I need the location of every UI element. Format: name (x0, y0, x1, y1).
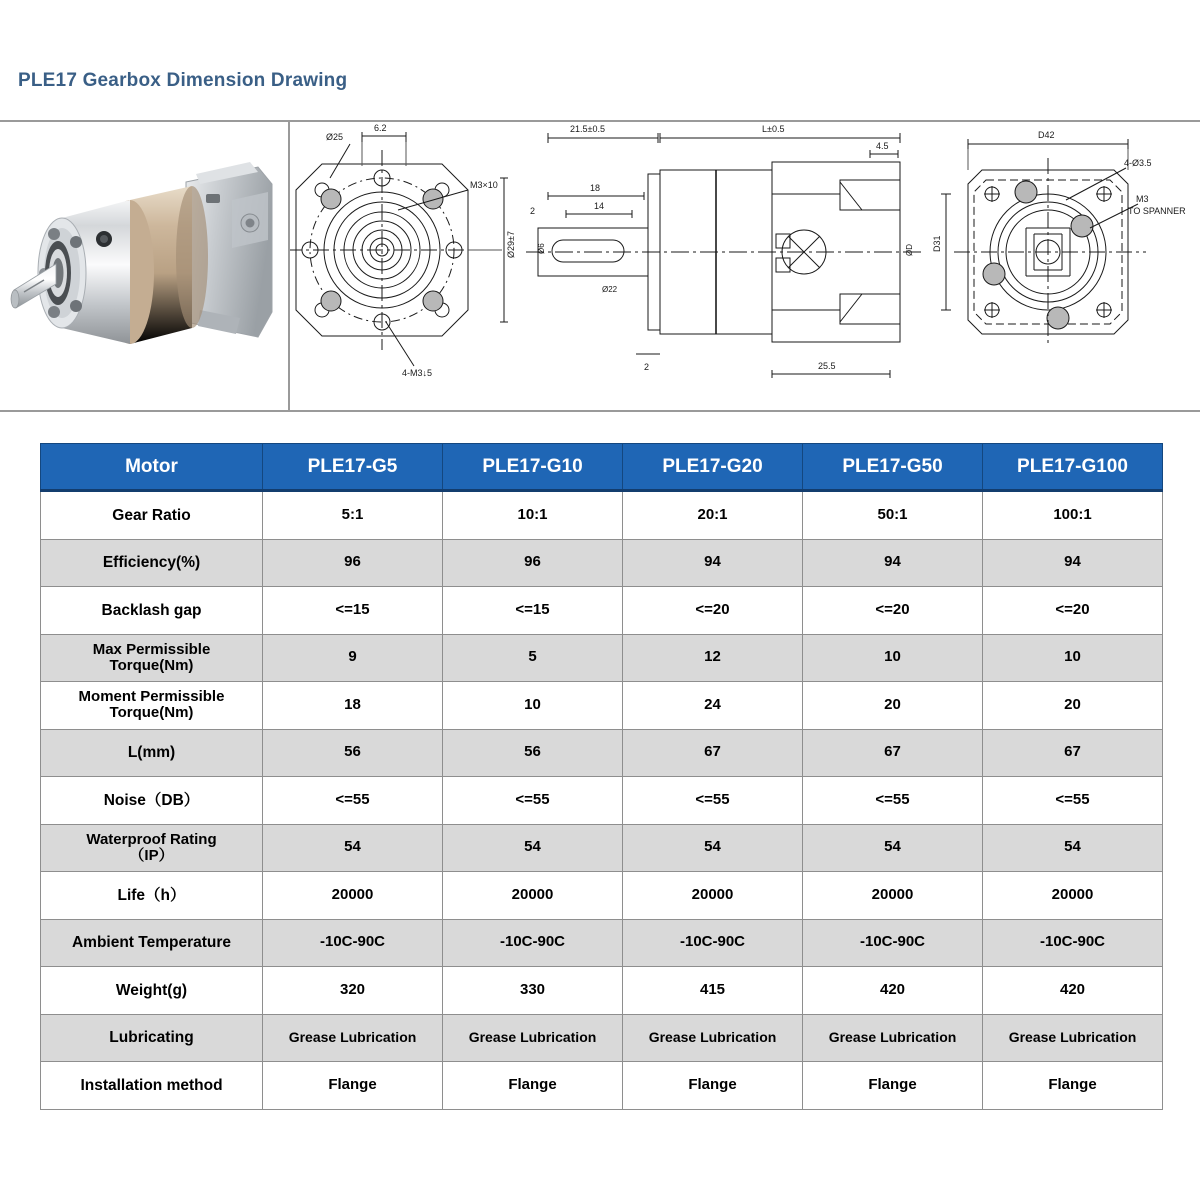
cell-max-permissible-torquenm-ple17-g10: 5 (443, 634, 623, 682)
cell-waterproof-rating-ip-ple17-g5: 54 (263, 824, 443, 872)
cell-gear-ratio-ple17-g50: 50:1 (803, 491, 983, 540)
row-label-moment-permissible-torquenm: Moment Permissible Torque(Nm) (41, 682, 263, 730)
table-body (41, 491, 1163, 1110)
cell-efficiency-ple17-g10: 96 (443, 539, 623, 587)
technical-drawing-cell (290, 122, 1200, 410)
cell-weightg-ple17-g100: 420 (983, 967, 1163, 1015)
cell-noisedb-ple17-g10: <=55 (443, 777, 623, 825)
table-row (41, 1014, 1163, 1062)
cell-gear-ratio-ple17-g20: 20:1 (623, 491, 803, 540)
table-row (41, 824, 1163, 872)
cell-backlash-gap-ple17-g100: <=20 (983, 587, 1163, 635)
cell-lubricating-ple17-g10: Grease Lubrication (443, 1014, 623, 1062)
specification-table (40, 443, 1163, 1110)
column-header-motor: Motor (41, 444, 263, 491)
cell-lmm-ple17-g50: 67 (803, 729, 983, 777)
view-motor-rear (932, 130, 1186, 346)
cell-lifeh-ple17-g5: 20000 (263, 872, 443, 920)
cell-noisedb-ple17-g100: <=55 (983, 777, 1163, 825)
table-row (41, 1062, 1163, 1110)
cell-lubricating-ple17-g5: Grease Lubrication (263, 1014, 443, 1062)
row-label-efficiency: Efficiency(%) (41, 539, 263, 587)
cell-weightg-ple17-g5: 320 (263, 967, 443, 1015)
svg-text:21.5±0.5: 21.5±0.5 (570, 124, 605, 134)
cell-installation-method-ple17-g20: Flange (623, 1062, 803, 1110)
cell-lmm-ple17-g10: 56 (443, 729, 623, 777)
cell-moment-permissible-torquenm-ple17-g5: 18 (263, 682, 443, 730)
svg-text:25.5: 25.5 (818, 361, 836, 371)
cell-lifeh-ple17-g20: 20000 (623, 872, 803, 920)
row-label-waterproof-rating-ip: Waterproof Rating （IP） (41, 824, 263, 872)
cell-lubricating-ple17-g100: Grease Lubrication (983, 1014, 1163, 1062)
cell-max-permissible-torquenm-ple17-g100: 10 (983, 634, 1163, 682)
svg-text:4-M3↓5: 4-M3↓5 (402, 368, 433, 378)
cell-max-permissible-torquenm-ple17-g50: 10 (803, 634, 983, 682)
svg-text:14: 14 (594, 201, 605, 211)
cell-backlash-gap-ple17-g5: <=15 (263, 587, 443, 635)
table-row (41, 967, 1163, 1015)
svg-text:Ø6: Ø6 (537, 243, 546, 254)
svg-text:D31: D31 (932, 235, 942, 252)
drawing-panel (0, 120, 1200, 412)
row-label-weightg: Weight(g) (41, 967, 263, 1015)
cell-weightg-ple17-g10: 330 (443, 967, 623, 1015)
table-row (41, 491, 1163, 540)
cell-installation-method-ple17-g10: Flange (443, 1062, 623, 1110)
svg-text:4.5: 4.5 (876, 141, 889, 151)
column-header-ple17-g20: PLE17-G20 (623, 444, 803, 491)
row-label-backlash-gap: Backlash gap (41, 587, 263, 635)
table-row (41, 587, 1163, 635)
svg-text:Ø29±7: Ø29±7 (506, 231, 516, 258)
table-row (41, 729, 1163, 777)
svg-text:TO SPANNER: TO SPANNER (1128, 206, 1186, 216)
svg-text:ØD: ØD (905, 244, 914, 256)
cell-moment-permissible-torquenm-ple17-g50: 20 (803, 682, 983, 730)
dimension-drawing (290, 122, 1200, 410)
cell-moment-permissible-torquenm-ple17-g20: 24 (623, 682, 803, 730)
svg-text:M3: M3 (1136, 194, 1149, 204)
cell-installation-method-ple17-g50: Flange (803, 1062, 983, 1110)
row-label-gear-ratio: Gear Ratio (41, 491, 263, 540)
cell-lifeh-ple17-g50: 20000 (803, 872, 983, 920)
product-photo-cell (0, 122, 290, 410)
svg-text:2: 2 (530, 206, 536, 216)
cell-gear-ratio-ple17-g100: 100:1 (983, 491, 1163, 540)
view-cross-section (526, 124, 922, 378)
svg-text:Ø25: Ø25 (326, 132, 344, 142)
svg-text:M3×10: M3×10 (470, 180, 498, 190)
cell-noisedb-ple17-g20: <=55 (623, 777, 803, 825)
cell-waterproof-rating-ip-ple17-g100: 54 (983, 824, 1163, 872)
column-header-ple17-g50: PLE17-G50 (803, 444, 983, 491)
svg-text:L±0.5: L±0.5 (762, 124, 785, 134)
table-row (41, 872, 1163, 920)
view-output-flange-front (290, 123, 516, 378)
cell-ambient-temperature-ple17-g100: -10C-90C (983, 919, 1163, 967)
cell-backlash-gap-ple17-g10: <=15 (443, 587, 623, 635)
cell-max-permissible-torquenm-ple17-g20: 12 (623, 634, 803, 682)
table-row (41, 777, 1163, 825)
cell-lmm-ple17-g5: 56 (263, 729, 443, 777)
cell-efficiency-ple17-g50: 94 (803, 539, 983, 587)
svg-text:4-Ø3.5: 4-Ø3.5 (1124, 158, 1152, 168)
cell-ambient-temperature-ple17-g10: -10C-90C (443, 919, 623, 967)
cell-efficiency-ple17-g100: 94 (983, 539, 1163, 587)
page-title: PLE17 Gearbox Dimension Drawing (18, 70, 348, 91)
table-row (41, 539, 1163, 587)
cell-lifeh-ple17-g10: 20000 (443, 872, 623, 920)
table-row (41, 634, 1163, 682)
row-label-noisedb: Noise（DB） (41, 777, 263, 825)
cell-ambient-temperature-ple17-g5: -10C-90C (263, 919, 443, 967)
cell-waterproof-rating-ip-ple17-g50: 54 (803, 824, 983, 872)
cell-lubricating-ple17-g50: Grease Lubrication (803, 1014, 983, 1062)
cell-gear-ratio-ple17-g10: 10:1 (443, 491, 623, 540)
cell-max-permissible-torquenm-ple17-g5: 9 (263, 634, 443, 682)
svg-text:6.2: 6.2 (374, 123, 387, 133)
row-label-installation-method: Installation method (41, 1062, 263, 1110)
cell-noisedb-ple17-g5: <=55 (263, 777, 443, 825)
cell-efficiency-ple17-g20: 94 (623, 539, 803, 587)
column-header-ple17-g5: PLE17-G5 (263, 444, 443, 491)
cell-moment-permissible-torquenm-ple17-g100: 20 (983, 682, 1163, 730)
row-label-lubricating: Lubricating (41, 1014, 263, 1062)
cell-gear-ratio-ple17-g5: 5:1 (263, 491, 443, 540)
cell-lifeh-ple17-g100: 20000 (983, 872, 1163, 920)
cell-efficiency-ple17-g5: 96 (263, 539, 443, 587)
column-header-ple17-g10: PLE17-G10 (443, 444, 623, 491)
cell-waterproof-rating-ip-ple17-g20: 54 (623, 824, 803, 872)
cell-backlash-gap-ple17-g50: <=20 (803, 587, 983, 635)
cell-installation-method-ple17-g5: Flange (263, 1062, 443, 1110)
cell-backlash-gap-ple17-g20: <=20 (623, 587, 803, 635)
cell-installation-method-ple17-g100: Flange (983, 1062, 1163, 1110)
cell-weightg-ple17-g50: 420 (803, 967, 983, 1015)
svg-text:18: 18 (590, 183, 601, 193)
cell-lmm-ple17-g100: 67 (983, 729, 1163, 777)
cell-weightg-ple17-g20: 415 (623, 967, 803, 1015)
cell-moment-permissible-torquenm-ple17-g10: 10 (443, 682, 623, 730)
table-header-row (41, 444, 1163, 491)
cell-waterproof-rating-ip-ple17-g10: 54 (443, 824, 623, 872)
table-row (41, 682, 1163, 730)
cell-lubricating-ple17-g20: Grease Lubrication (623, 1014, 803, 1062)
cell-ambient-temperature-ple17-g20: -10C-90C (623, 919, 803, 967)
cell-lmm-ple17-g20: 67 (623, 729, 803, 777)
svg-text:D42: D42 (1038, 130, 1055, 140)
table-row (41, 919, 1163, 967)
svg-text:2: 2 (644, 362, 650, 372)
cell-ambient-temperature-ple17-g50: -10C-90C (803, 919, 983, 967)
row-label-ambient-temperature: Ambient Temperature (41, 919, 263, 967)
column-header-ple17-g100: PLE17-G100 (983, 444, 1163, 491)
row-label-max-permissible-torquenm: Max Permissible Torque(Nm) (41, 634, 263, 682)
row-label-lifeh: Life（h） (41, 872, 263, 920)
product-photo (0, 122, 290, 410)
row-label-lmm: L(mm) (41, 729, 263, 777)
cell-noisedb-ple17-g50: <=55 (803, 777, 983, 825)
svg-text:Ø22: Ø22 (602, 285, 618, 294)
